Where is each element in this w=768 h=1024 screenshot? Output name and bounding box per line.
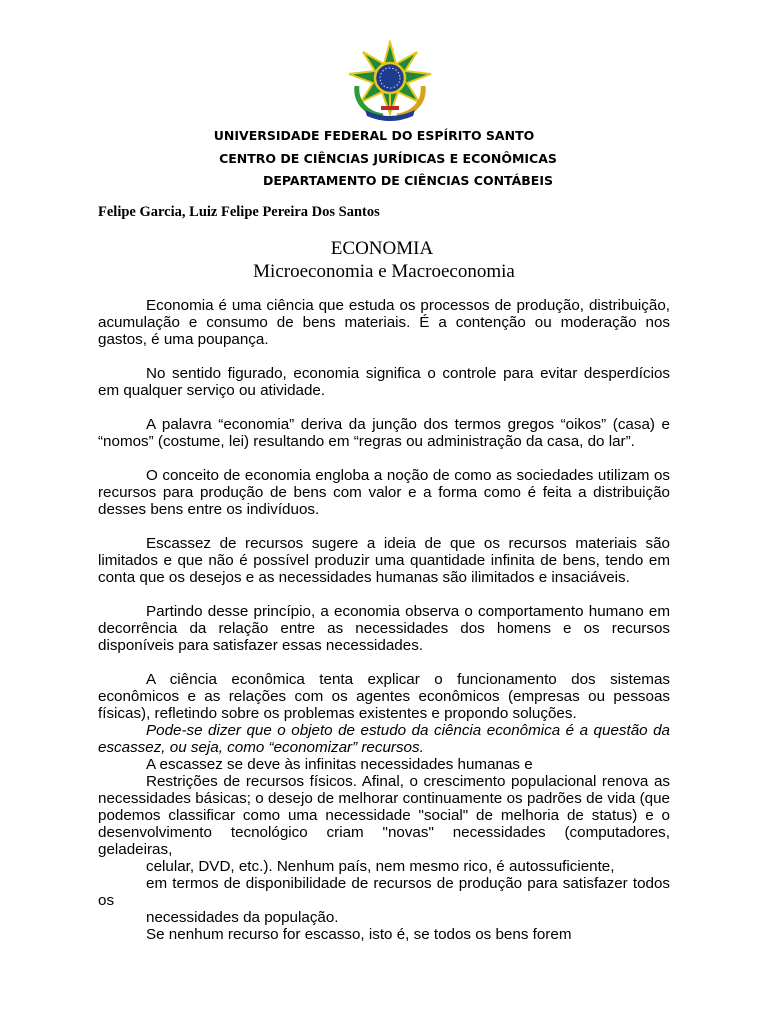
paragraph: celular, DVD, etc.). Nenhum país, nem mesmo rico, é autossuficiente,	[146, 858, 615, 875]
paragraph: em termos de disponibilidade de recursos de produção para satisfazer todos os	[98, 875, 670, 909]
paragraph: A escassez se deve às infinitas necessidades humanas e	[146, 756, 533, 773]
paragraph: Economia é uma ciência que estuda os processos de produção, distribuição, acumulação e consumo de bens materiais. É a contenção ou moderação nos gastos, é uma poupança.	[98, 297, 670, 348]
paragraph: Restrições de recursos físicos. Afinal, o crescimento populacional renova as necessidades básicas; o desejo de melhorar continuamente os padrões de vida (que podemos classificar como uma necessidade "social" de melhoria de status) e o desenvolvimento tecnológico criam "novas" necessidades (computadores, geladeiras,	[98, 773, 670, 858]
paragraph: Se nenhum recurso for escasso, isto é, se todos os bens forem	[146, 926, 572, 943]
department-name: DEPARTAMENTO DE CIÊNCIAS CONTÁBEIS	[263, 173, 553, 188]
document-subtitle: Microeconomia e Macroeconomia	[253, 261, 515, 282]
paragraph: A ciência econômica tenta explicar o funcionamento dos sistemas econômicos e as relações com os agentes econômicos (empresas ou pessoas físicas), refletindo sobre os problemas existentes e propondo soluções.	[98, 671, 670, 722]
paragraph: A palavra “economia” deriva da junção dos termos gregos “oikos” (casa) e “nomos” (costume, lei) resultando em “regras ou administração da casa, do lar”.	[98, 416, 670, 450]
paragraph: No sentido figurado, economia significa o controle para evitar desperdícios em qualquer serviço ou atividade.	[98, 365, 670, 399]
brazil-coat-of-arms-icon	[345, 40, 435, 122]
document-title: ECONOMIA	[330, 238, 434, 259]
university-name: UNIVERSIDADE FEDERAL DO ESPÍRITO SANTO	[213, 128, 535, 143]
paragraph: O conceito de economia engloba a noção de como as sociedades utilizam os recursos para produção de bens com valor e a forma como é feita a distribuição desses bens entre os indivíduos.	[98, 467, 670, 518]
paragraph: necessidades da população.	[146, 909, 339, 926]
authors: Felipe Garcia, Luiz Felipe Pereira Dos Santos	[98, 204, 380, 220]
paragraph: Escassez de recursos sugere a ideia de que os recursos materiais são limitados e que não é possível produzir uma quantidade infinita de bens, tendo em conta que os desejos e as necessidades humanas são ilimitados e insaciáveis.	[98, 535, 670, 586]
document-body	[98, 297, 670, 943]
paragraph: Partindo desse princípio, a economia observa o comportamento humano em decorrência da relação entre as necessidades dos homens e os recursos disponíveis para satisfazer essas necessidades.	[98, 603, 670, 654]
paragraph-italic: Pode-se dizer que o objeto de estudo da ciência econômica é a questão da escassez, ou seja, como “economizar” recursos.	[98, 722, 670, 756]
center-name: CENTRO DE CIÊNCIAS JURÍDICAS E ECONÔMICAS	[219, 151, 557, 166]
